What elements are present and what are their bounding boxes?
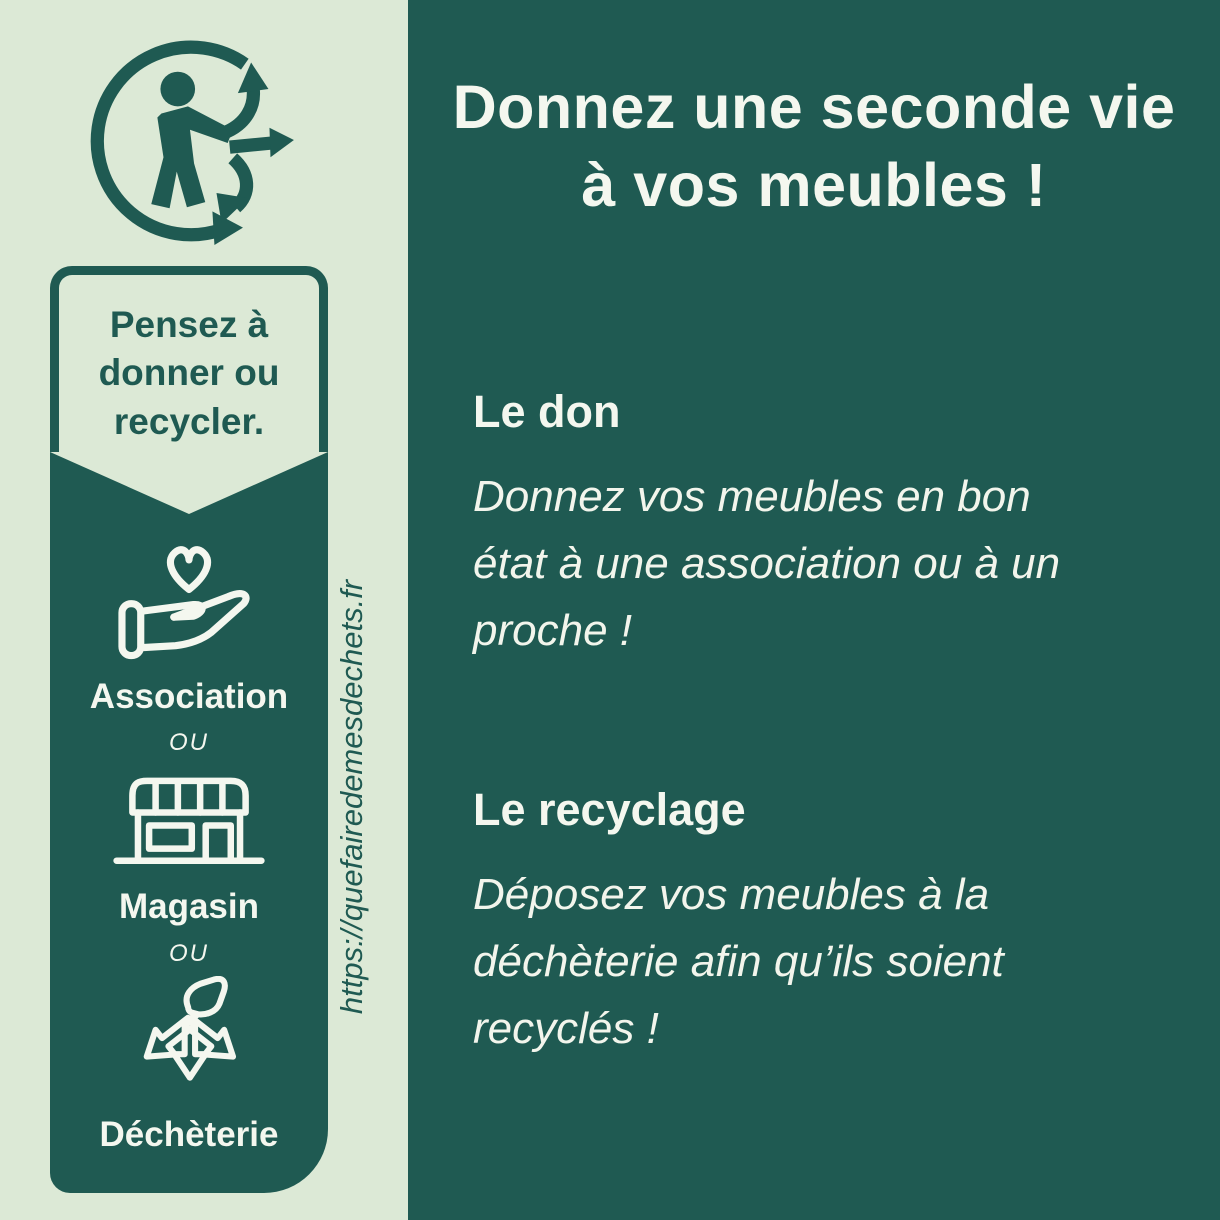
options-list [50, 514, 328, 1155]
website-url: https://quefairedemesdechets.fr [334, 579, 369, 1015]
option-label-association: Association [89, 677, 289, 716]
option-label-dechetterie: Déchèterie [99, 1114, 279, 1154]
body-line: Donnez vos meubles en bon [473, 472, 1031, 521]
right-panel [408, 0, 1220, 1220]
triman-logo-icon [84, 34, 298, 248]
section-recyclage [473, 784, 1193, 1063]
body-line: état à une association ou à un [473, 538, 1061, 588]
banner-line-1: Pensez à [109, 303, 269, 345]
or-separator: OU [169, 729, 209, 757]
body-line: déchèterie afin qu’ils soient [473, 936, 1004, 986]
section-don-body [473, 464, 1193, 665]
banner-line-2: donner ou [98, 352, 280, 394]
banner-chevron [50, 452, 328, 514]
section-don [473, 386, 1193, 665]
sorting-arrows-icon [115, 976, 263, 1115]
or-separator: OU [169, 939, 209, 967]
section-recyclage-body [473, 862, 1193, 1063]
storefront-icon [110, 767, 268, 883]
options-column [50, 452, 328, 1193]
section-recyclage-heading: Le recyclage [473, 784, 746, 835]
title-line-1: Donnez une seconde vie [452, 73, 1176, 141]
option-label-magasin: Magasin [118, 887, 260, 927]
banner-line-3: recycler. [113, 401, 265, 443]
banner [50, 266, 328, 453]
body-line: recyclés ! [473, 1003, 659, 1053]
body-line: proche ! [473, 605, 632, 655]
section-don-heading: Le don [473, 386, 621, 437]
heart-in-hand-icon [113, 534, 265, 677]
title-line-2: à vos meubles ! [581, 151, 1047, 220]
poster-title [426, 68, 1202, 224]
body-line: Déposez vos meubles à la [473, 870, 990, 919]
